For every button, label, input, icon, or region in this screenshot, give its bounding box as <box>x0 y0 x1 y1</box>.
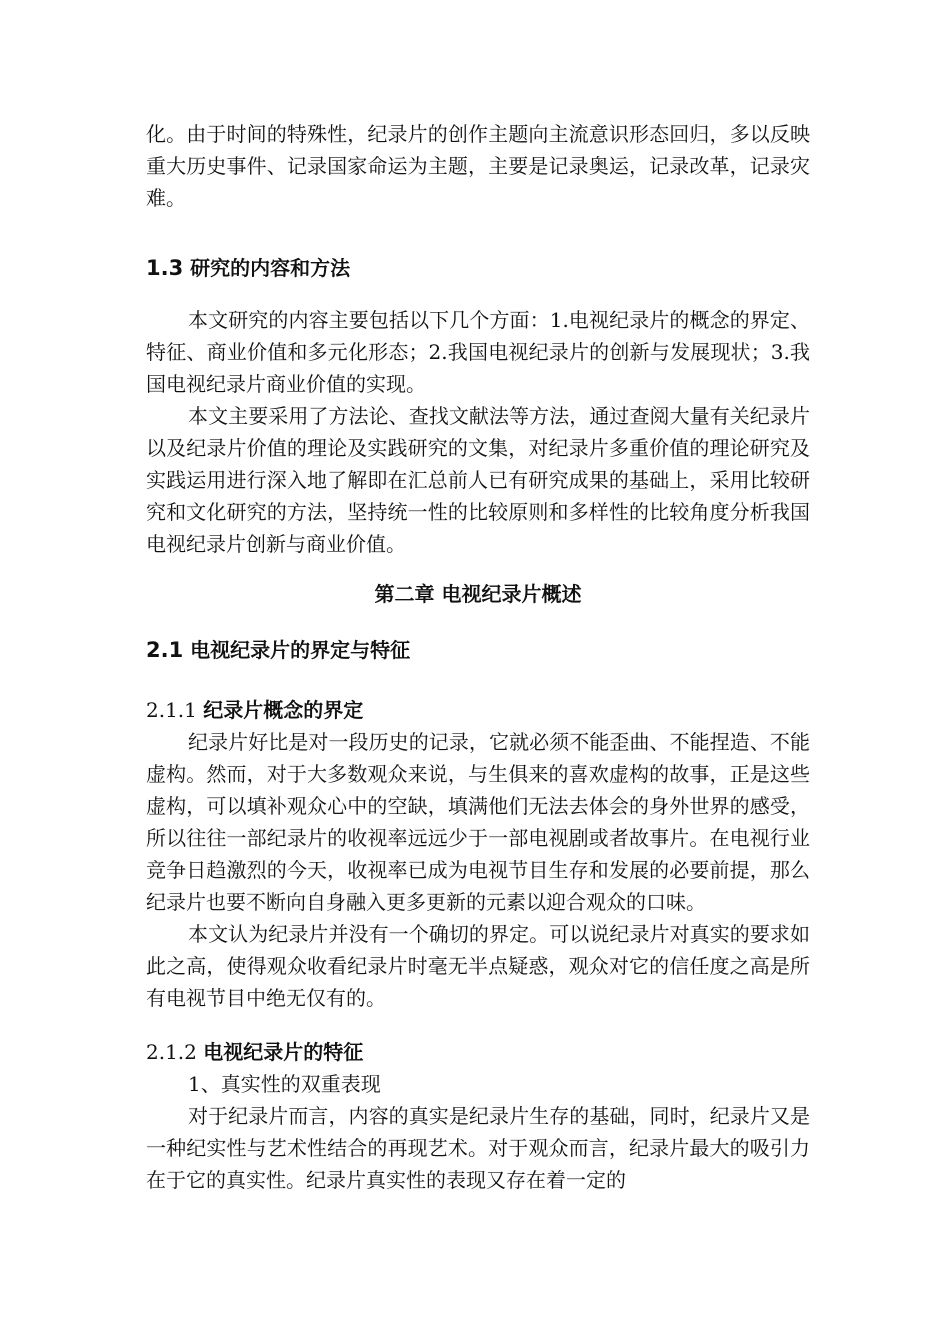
paragraph: 本文研究的内容主要包括以下几个方面：1.电视纪录片的概念的界定、特征、商业价值和多元化形态；2.我国电视纪录片的创新与发展现状；3.我国电视纪录片商业价值的实现。 <box>146 308 810 396</box>
section-2-1-heading <box>146 634 810 666</box>
section-1-3-heading <box>146 252 810 284</box>
section-2-1-1-heading <box>146 694 810 726</box>
section-number: 1.3 <box>146 256 184 280</box>
subsection-number: 2.1.2 <box>146 1040 197 1064</box>
subsection-title: 电视纪录片的特征 <box>203 1040 364 1064</box>
section-2-1-2-heading <box>146 1036 810 1068</box>
section-title: 电视纪录片的界定与特征 <box>190 638 411 662</box>
paragraph: 本文认为纪录片并没有一个确切的界定。可以说纪录片对真实的要求如此之高，使得观众收看纪录片时毫无半点疑惑，观众对它的信任度之高是所有电视节目中绝无仅有的。 <box>146 922 810 1010</box>
subsection-number: 2.1.1 <box>146 698 197 722</box>
paragraph: 纪录片好比是对一段历史的记录，它就必须不能歪曲、不能捏造、不能虚构。然而，对于大多数观众来说，与生俱来的喜欢虚构的故事，正是这些虚构，可以填补观众心中的空缺，填满他们无法去体会的身外世界的感受，所以往往一部纪录片的收视率远远少于一部电视剧或者故事片。在电视行业竞争日趋激烈的今天，收视率已成为电视节目生存和发展的必要前提，那么纪录片也要不断向自身融入更多更新的元素以迎合观众的口味。 <box>146 730 810 914</box>
section-title: 研究的内容和方法 <box>190 256 351 280</box>
intro-paragraph: 化。由于时间的特殊性，纪录片的创作主题向主流意识形态回归，多以反映重大历史事件、记录国家命运为主题，主要是记录奥运，记录改革，记录灾难。 <box>146 122 810 210</box>
chapter-2-title: 第二章 电视纪录片概述 <box>374 582 582 606</box>
subsection-title: 纪录片概念的界定 <box>203 698 364 722</box>
paragraph: 对于纪录片而言，内容的真实是纪录片生存的基础，同时，纪录片又是一种纪实性与艺术性结合的再现艺术。对于观众而言，纪录片最大的吸引力在于它的真实性。纪录片真实性的表现又存在着一定的 <box>146 1104 810 1192</box>
document-page <box>146 118 810 1196</box>
item-heading: 1、真实性的双重表现 <box>188 1072 381 1096</box>
section-number: 2.1 <box>146 638 184 662</box>
paragraph: 本文主要采用了方法论、查找文献法等方法，通过查阅大量有关纪录片以及纪录片价值的理论及实践研究的文集，对纪录片多重价值的理论研究及实践运用进行深入地了解即在汇总前人已有研究成果的基础上，采用比较研究和文化研究的方法，坚持统一性的比较原则和多样性的比较角度分析我国电视纪录片创新与商业价值。 <box>146 404 810 556</box>
